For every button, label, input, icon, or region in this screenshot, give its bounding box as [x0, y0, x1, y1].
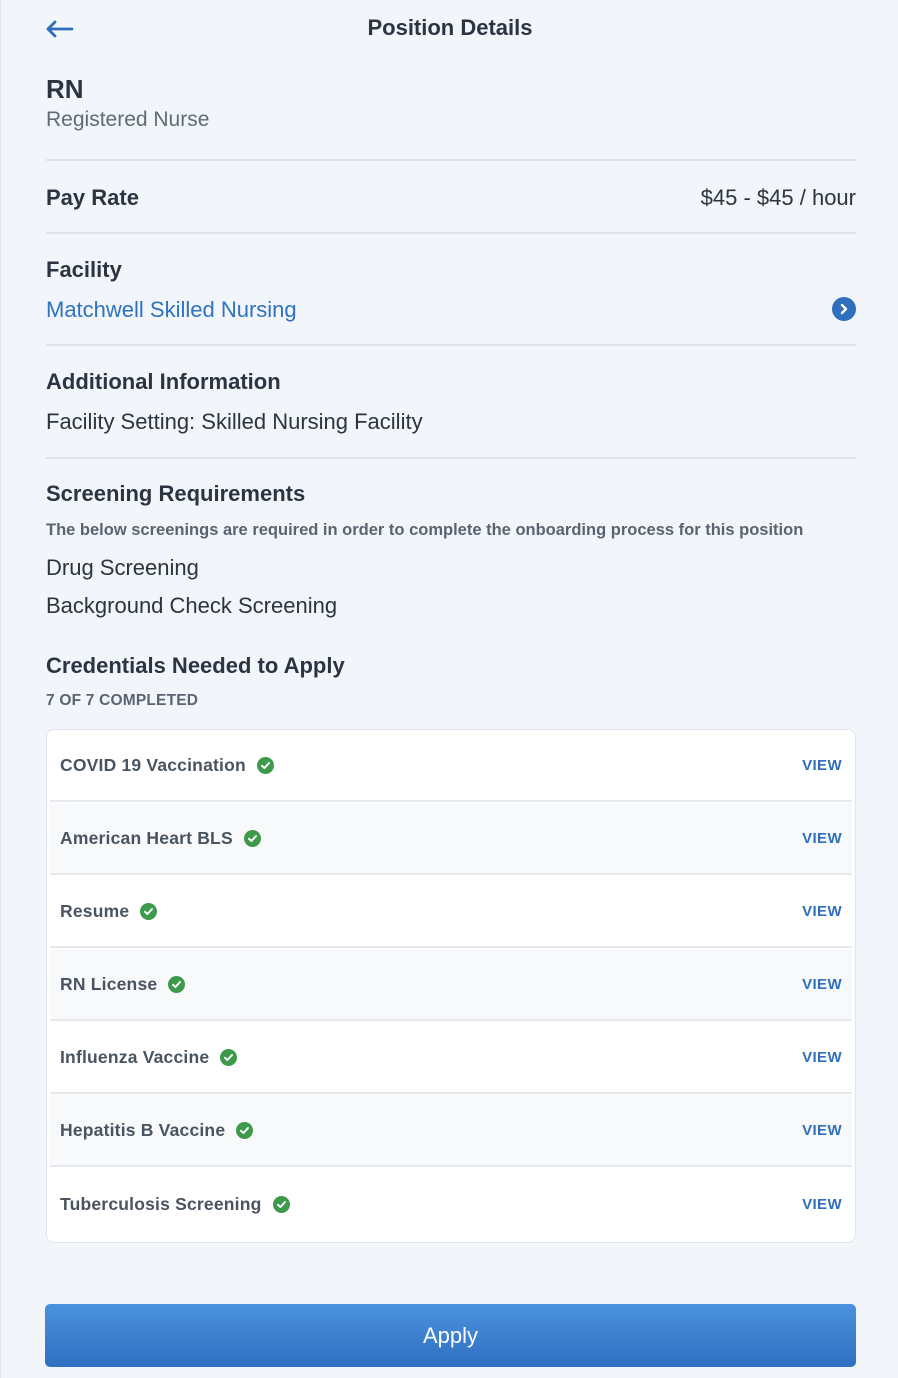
check-circle-icon	[140, 903, 157, 920]
credential-name: Resume	[60, 900, 130, 921]
facility-link[interactable]: Matchwell Skilled Nursing	[46, 297, 297, 322]
credential-row	[50, 876, 852, 948]
facility-setting-text: Facility Setting: Skilled Nursing Facility	[46, 409, 423, 434]
position-abbreviation: RN	[46, 74, 84, 104]
divider	[46, 159, 856, 161]
credential-name: Tuberculosis Screening	[60, 1193, 262, 1214]
additional-info-label: Additional Information	[46, 369, 281, 394]
divider	[46, 457, 856, 459]
apply-button[interactable]: Apply	[45, 1304, 856, 1367]
credential-row	[50, 1022, 852, 1094]
view-credential-link[interactable]: VIEW	[802, 829, 842, 847]
screening-item: Background Check Screening	[46, 593, 338, 618]
credential-name: Hepatitis B Vaccine	[60, 1119, 226, 1140]
header	[1, 0, 898, 58]
divider	[46, 232, 856, 234]
credentials-completed-count: 7 OF 7 COMPLETED	[46, 692, 199, 709]
screening-note: The below screenings are required in order to complete the onboarding process for this position	[46, 521, 804, 539]
check-circle-icon	[168, 976, 185, 993]
view-credential-link[interactable]: VIEW	[802, 756, 842, 774]
check-circle-icon	[244, 830, 261, 847]
facility-label: Facility	[46, 257, 122, 282]
credential-name: Influenza Vaccine	[60, 1046, 210, 1067]
screening-item: Drug Screening	[46, 555, 199, 580]
credential-row	[50, 1095, 852, 1167]
credentials-label: Credentials Needed to Apply	[46, 653, 345, 678]
credential-row	[50, 803, 852, 875]
credentials-list	[46, 729, 856, 1243]
credential-row	[50, 1168, 852, 1240]
position-name: Registered Nurse	[46, 108, 210, 131]
check-circle-icon	[257, 757, 274, 774]
check-circle-icon	[236, 1122, 253, 1139]
check-circle-icon	[273, 1196, 290, 1213]
credential-row	[50, 949, 852, 1021]
page-title: Position Details	[367, 15, 533, 40]
view-credential-link[interactable]: VIEW	[802, 902, 842, 920]
divider	[46, 344, 856, 346]
screening-requirements-label: Screening Requirements	[46, 481, 306, 506]
credential-row	[50, 730, 852, 802]
view-credential-link[interactable]: VIEW	[802, 1121, 842, 1139]
pay-rate-label: Pay Rate	[46, 185, 139, 210]
credential-name: COVID 19 Vaccination	[60, 754, 246, 775]
credential-name: RN License	[60, 973, 158, 994]
view-credential-link[interactable]: VIEW	[802, 975, 842, 993]
check-circle-icon	[220, 1049, 237, 1066]
view-credential-link[interactable]: VIEW	[802, 1048, 842, 1066]
chevron-right-circle-icon[interactable]	[832, 297, 856, 321]
credential-name: American Heart BLS	[60, 827, 233, 848]
pay-rate-value: $45 - $45 / hour	[700, 185, 856, 210]
view-credential-link[interactable]: VIEW	[802, 1195, 842, 1213]
